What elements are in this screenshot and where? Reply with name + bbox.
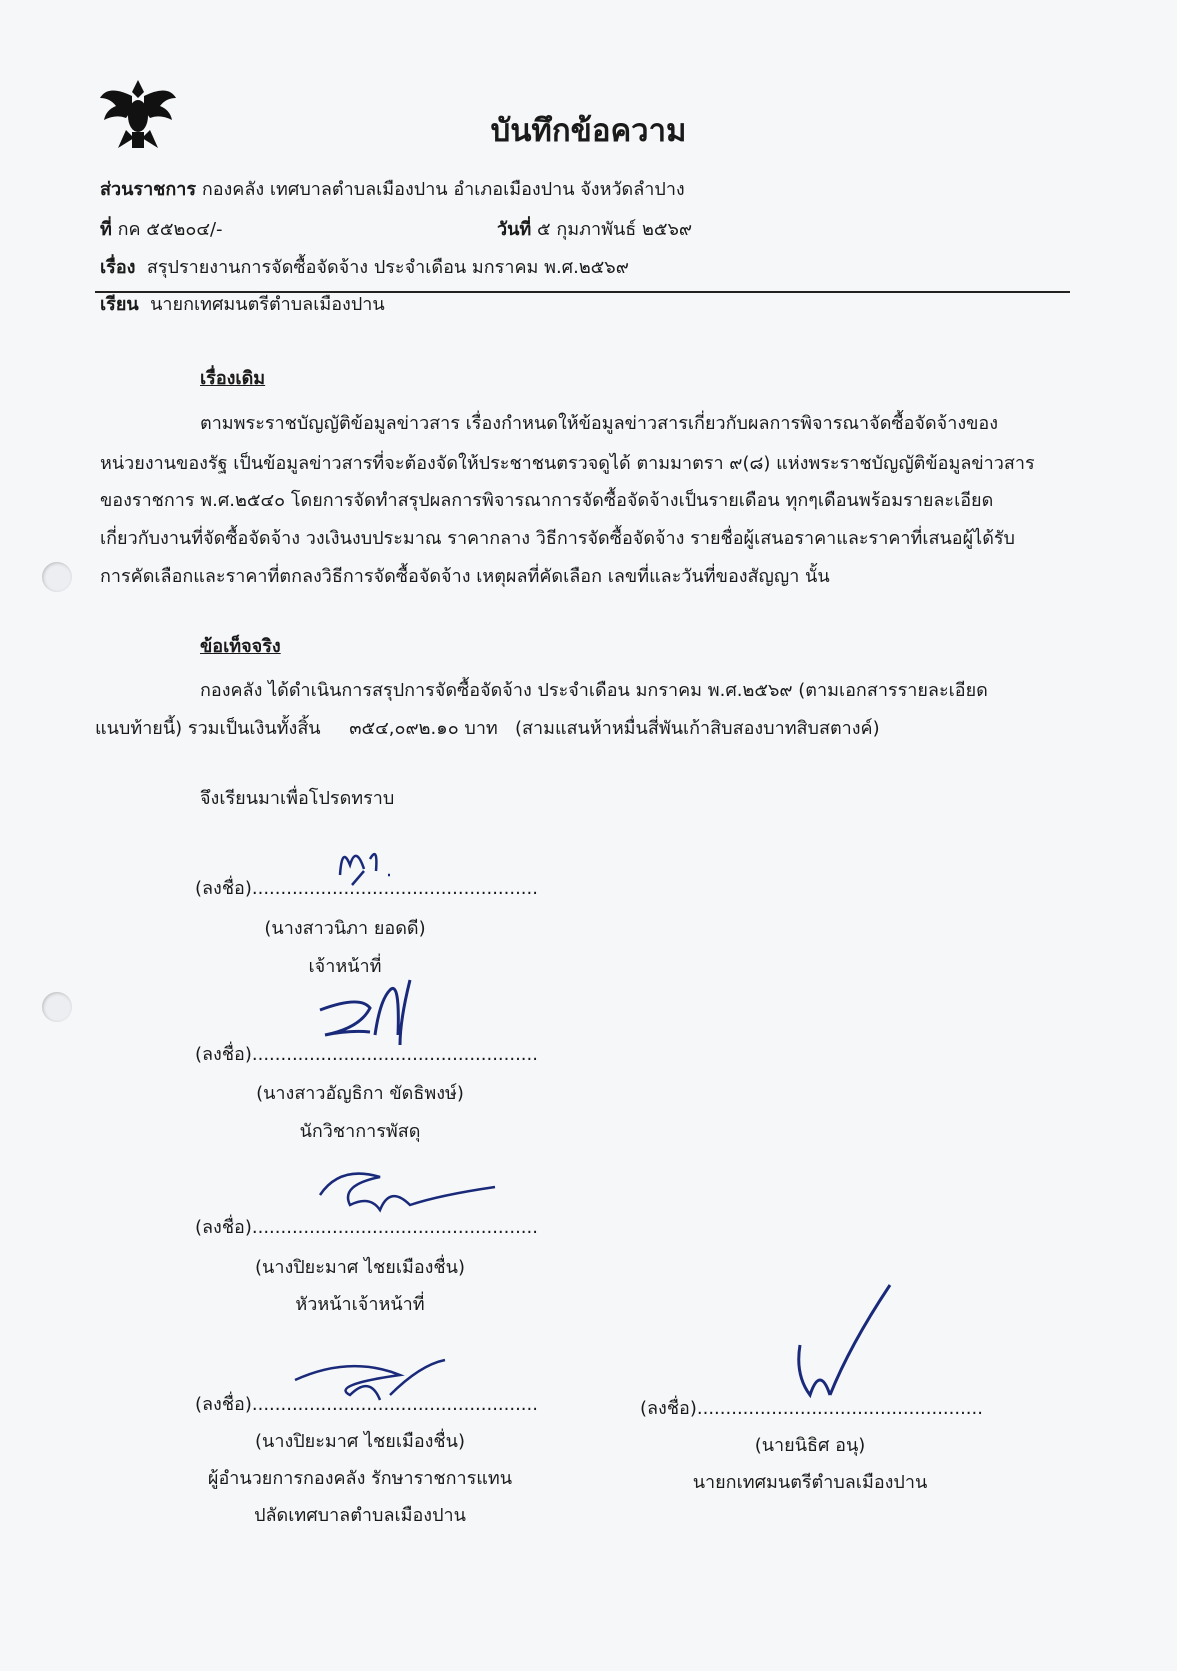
addressee-value: นายกเทศมนตรีตำบลเมืองปาน bbox=[150, 294, 385, 315]
signatory-position: นักวิชาการพัสดุ bbox=[299, 1121, 421, 1142]
signature-mark bbox=[790, 1285, 900, 1415]
date-row bbox=[497, 221, 692, 239]
date-value: ๕ กุมภาพันธ์ ๒๕๖๙ bbox=[537, 219, 693, 240]
department-label: ส่วนราชการ bbox=[100, 179, 197, 200]
subject-value: สรุปรายงานการจัดซื้อจัดจ้าง ประจำเดือน มกราคม พ.ศ.๒๕๖๙ bbox=[146, 257, 629, 278]
signatory-name: (นางสาวอัญธิกา ขัดธิพงษ์) bbox=[256, 1083, 464, 1104]
addressee-row bbox=[100, 296, 385, 314]
background-line: ตามพระราชบัญญัติข้อมูลข่าวสาร เรื่องกำหนดให้ข้อมูลข่าวสารเกี่ยวกับผลการพิจารณาจัดซื้อจัดจ้างของ bbox=[200, 413, 999, 434]
signatory-name: (นางสาวนิภา ยอดดี) bbox=[264, 918, 426, 939]
subject-row bbox=[100, 259, 629, 277]
department-row bbox=[100, 181, 685, 199]
facts-total-row bbox=[95, 720, 880, 738]
signatory-position: หัวหน้าเจ้าหน้าที่ bbox=[295, 1294, 425, 1315]
date-label: วันที่ bbox=[497, 219, 532, 240]
signature-mark bbox=[310, 1165, 500, 1225]
department-value: กองคลัง เทศบาลตำบลเมืองปาน อำเภอเมืองปาน จังหวัดลำปาง bbox=[201, 179, 685, 200]
facts-total-amount: ๓๕๔,๐๙๒.๑๐ บาท bbox=[349, 718, 498, 739]
signatory-name: (นายนิธิศ อนุ) bbox=[754, 1435, 866, 1456]
facts-total-words: (สามแสนห้าหมื่นสี่พันเก้าสิบสองบาทสิบสตางค์) bbox=[514, 718, 880, 739]
addressee-label: เรียน bbox=[100, 294, 139, 315]
signature-line: (ลงชื่อ).................................................. bbox=[195, 878, 538, 899]
signatory-name: (นางปิยะมาศ ไชยเมืองชื่น) bbox=[255, 1257, 465, 1278]
facts-heading: ข้อเท็จจริง bbox=[200, 636, 281, 657]
background-line: หน่วยงานของรัฐ เป็นข้อมูลข่าวสารที่จะต้องจัดให้ประชาชนตรวจดูได้ ตามมาตรา ๙(๘) แห่งพระราชบัญญัติข้อมูลข่าวสาร bbox=[100, 453, 1035, 474]
memo-title: บันทึกข้อความ bbox=[490, 113, 687, 149]
signatory-position: ปลัดเทศบาลตำบลเมืองปาน bbox=[254, 1505, 466, 1526]
background-line: การคัดเลือกและราคาที่ตกลงวิธีการจัดซื้อจัดจ้าง เหตุผลที่คัดเลือก เลขที่และวันที่ของสัญญา นั้น bbox=[100, 566, 830, 587]
background-line: ของราชการ พ.ศ.๒๕๔๐ โดยการจัดทำสรุปผลการพิจารณาการจัดซื้อจัดจ้างเป็นรายเดือน ทุกๆเดือนพร้อมรายละเอียด bbox=[100, 490, 994, 511]
signature-line: (ลงชื่อ).................................................. bbox=[195, 1217, 538, 1238]
reference-row bbox=[100, 221, 223, 239]
signatory-position: นายกเทศมนตรีตำบลเมืองปาน bbox=[692, 1472, 928, 1493]
signatory-position: เจ้าหน้าที่ bbox=[308, 956, 382, 977]
signature-line: (ลงชื่อ).................................................. bbox=[195, 1394, 538, 1415]
closing-text: จึงเรียนมาเพื่อโปรดทราบ bbox=[200, 788, 395, 809]
punch-hole bbox=[42, 992, 72, 1022]
signature-line: (ลงชื่อ).................................................. bbox=[640, 1398, 983, 1419]
reference-label: ที่ bbox=[100, 219, 112, 240]
background-heading: เรื่องเดิม bbox=[200, 368, 266, 389]
facts-line: กองคลัง ได้ดำเนินการสรุปการจัดซื้อจัดจ้าง ประจำเดือน มกราคม พ.ศ.๒๕๖๙ (ตามเอกสารรายละเอียด bbox=[200, 680, 988, 701]
subject-label: เรื่อง bbox=[100, 257, 136, 278]
background-line: เกี่ยวกับงานที่จัดซื้อจัดจ้าง วงเงินงบประมาณ ราคากลาง วิธีการจัดซื้อจัดจ้าง รายชื่อผู้เสนอราคาและราคาที่เสนอผู้ได้รับ bbox=[100, 528, 1015, 549]
reference-value: กค ๕๕๒๐๔/- bbox=[117, 219, 223, 240]
punch-hole bbox=[42, 562, 72, 592]
facts-total-prefix: แนบท้ายนี้) รวมเป็นเงินทั้งสิ้น bbox=[95, 718, 321, 739]
signature-line: (ลงชื่อ).................................................. bbox=[195, 1044, 538, 1065]
signatory-position: ผู้อำนวยการกองคลัง รักษาราชการแทน bbox=[207, 1468, 513, 1489]
header-divider bbox=[95, 291, 1070, 293]
signatory-name: (นางปิยะมาศ ไชยเมืองชื่น) bbox=[255, 1431, 465, 1452]
